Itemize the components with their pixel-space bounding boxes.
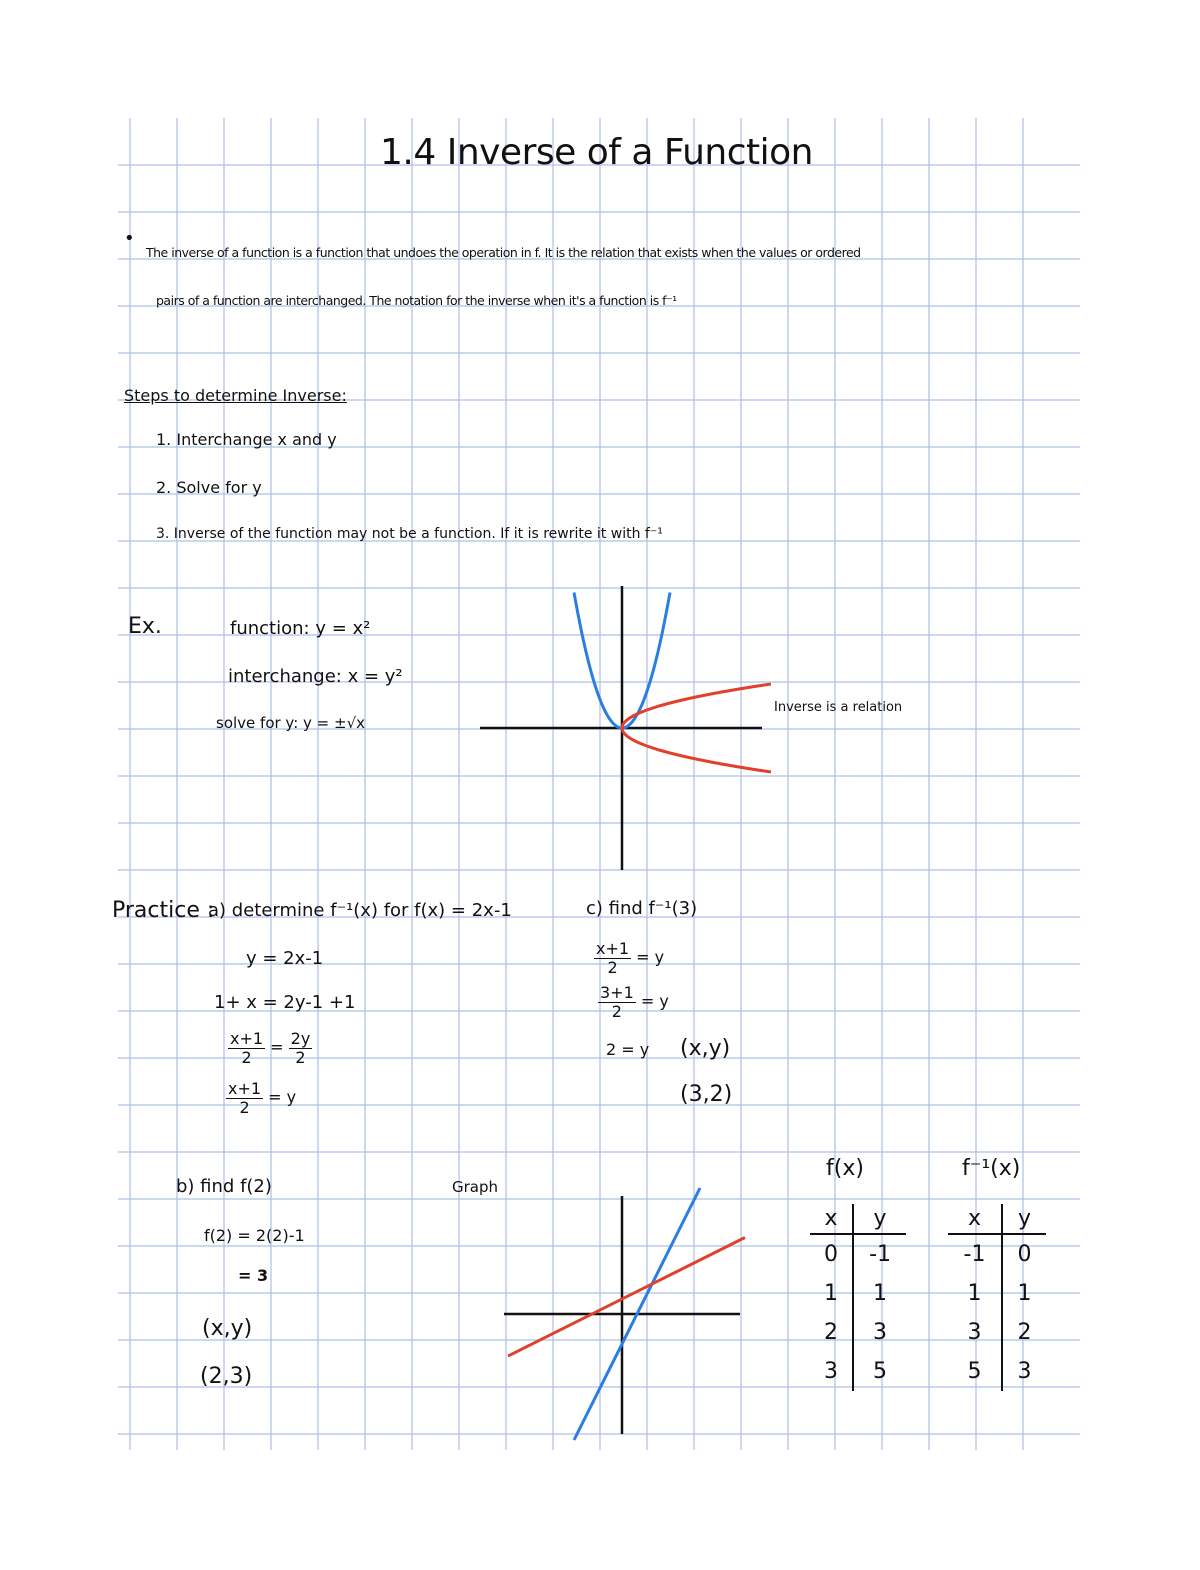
practice-graph-label: Graph bbox=[452, 1178, 499, 1196]
table-finv-header-x: x bbox=[948, 1204, 1002, 1234]
example-function: function: y = x² bbox=[230, 618, 371, 639]
practice-b-prompt: b) find f(2) bbox=[176, 1176, 272, 1197]
practice-a-step-4: $\frac{x+1}{2}$ = y bbox=[228, 1079, 297, 1117]
example-label: Ex. bbox=[128, 614, 162, 639]
practice-b-pair: (2,3) bbox=[200, 1364, 253, 1389]
definition-line-2: pairs of a function are interchanged. The notation for the inverse when it's a function is f⁻¹ bbox=[156, 293, 677, 308]
practice-a-step-3: $\frac{x+1}{2}$ = $\frac{2y}{2}$ bbox=[230, 1029, 311, 1067]
definition-bullet: • bbox=[124, 228, 135, 249]
practice-a-prompt: a) determine f⁻¹(x) for f(x) = 2x-1 bbox=[208, 900, 512, 921]
table-finv bbox=[948, 1204, 1046, 1391]
page-title: 1.4 Inverse of a Function bbox=[380, 132, 813, 173]
table-row: 1 1 bbox=[810, 1274, 906, 1313]
table-f-header-x: x bbox=[810, 1204, 853, 1234]
practice-c-prompt: c) find f⁻¹(3) bbox=[586, 898, 698, 919]
practice-c-step-3: 2 = y bbox=[606, 1040, 650, 1059]
table-row: -1 0 bbox=[948, 1234, 1046, 1274]
steps-heading: Steps to determine Inverse: bbox=[124, 386, 347, 405]
practice-c-step-1: $\frac{x+1}{2}$ = y bbox=[596, 939, 665, 977]
table-row: 2 3 bbox=[810, 1313, 906, 1352]
table-row: 3 5 bbox=[810, 1352, 906, 1391]
example-interchange: interchange: x = y² bbox=[228, 666, 403, 687]
practice-c-step-2: $\frac{3+1}{2}$ = y bbox=[600, 983, 669, 1021]
table-row: 0 -1 bbox=[810, 1234, 906, 1274]
practice-graph bbox=[500, 1190, 750, 1440]
table-f-title: f(x) bbox=[826, 1156, 864, 1181]
practice-c-pair-label: (x,y) bbox=[680, 1036, 731, 1061]
practice-b-pair-label: (x,y) bbox=[202, 1316, 253, 1341]
table-row: 1 1 bbox=[948, 1274, 1046, 1313]
example-graph-note: Inverse is a relation bbox=[774, 700, 903, 715]
table-f bbox=[810, 1204, 906, 1391]
step-3: 3. Inverse of the function may not be a function. If it is rewrite it with f⁻¹ bbox=[156, 526, 663, 542]
practice-c-pair: (3,2) bbox=[680, 1082, 733, 1107]
practice-b-step-1: f(2) = 2(2)-1 bbox=[204, 1226, 305, 1245]
example-graph bbox=[470, 580, 780, 880]
practice-a-step-1: y = 2x-1 bbox=[246, 948, 324, 969]
example-solve: solve for y: y = ±√x bbox=[216, 714, 366, 732]
table-finv-title: f⁻¹(x) bbox=[962, 1156, 1021, 1181]
practice-a-step-2: 1+ x = 2y-1 +1 bbox=[214, 992, 356, 1013]
practice-label: Practice : bbox=[112, 898, 215, 923]
step-1: 1. Interchange x and y bbox=[156, 430, 337, 449]
definition-line-1: The inverse of a function is a function that undoes the operation in f. It is the relation that exists when the values or ordered bbox=[146, 245, 861, 260]
table-row: 3 2 bbox=[948, 1313, 1046, 1352]
practice-b-step-2: = 3 bbox=[238, 1266, 269, 1285]
table-row: 5 3 bbox=[948, 1352, 1046, 1391]
table-finv-header-y: y bbox=[1002, 1204, 1046, 1234]
table-f-header-y: y bbox=[853, 1204, 906, 1234]
step-2: 2. Solve for y bbox=[156, 478, 262, 497]
